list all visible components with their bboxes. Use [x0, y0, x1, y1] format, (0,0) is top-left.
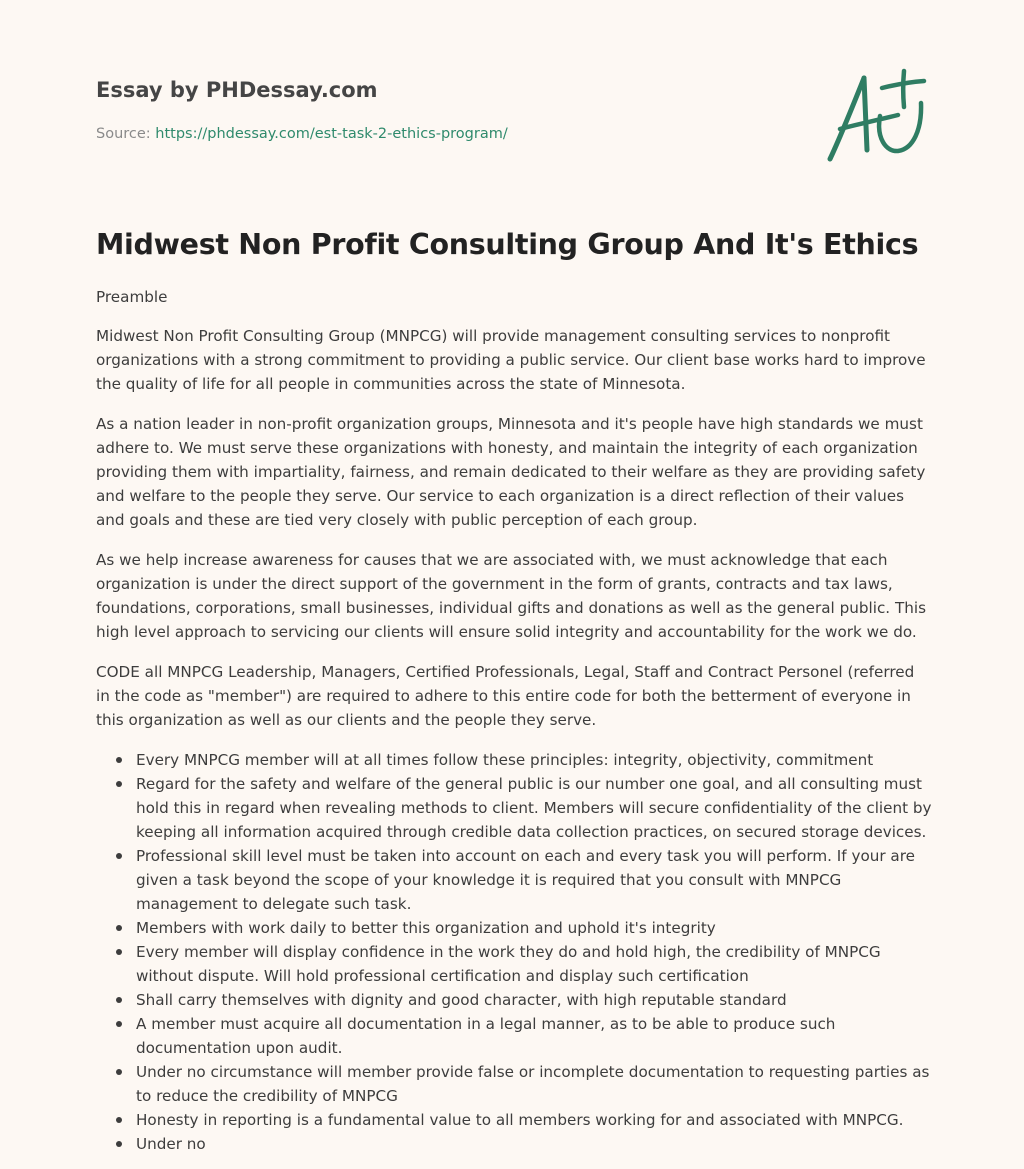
list-item — [96, 772, 932, 844]
list-item — [96, 1012, 932, 1060]
bullet-icon — [116, 949, 122, 955]
bullet-icon — [116, 925, 122, 931]
list-item-text: Under no — [136, 1135, 206, 1153]
list-item-text: Every MNPCG member will at all times follow these principles: integrity, objectivity, commitment — [136, 751, 874, 769]
list-item — [96, 1132, 932, 1156]
source-link[interactable]: https://phdessay.com/est-task-2-ethics-program/ — [155, 126, 508, 142]
list-item — [96, 916, 932, 940]
a-plus-logo-icon — [818, 66, 930, 166]
bullet-icon — [116, 1141, 122, 1147]
essay-paragraph: As a nation leader in non-profit organization groups, Minnesota and it's people have high standards we must adhere to. We must serve these organizations with honesty, and maintain the integrity of each organization providing them with impartiality, fairness, and remain dedicated to their welfare as they are providing safety and welfare to the people they serve. Our service to each organization is a direct reflection of their values and goals and these are tied very closely with public perception of each group. — [96, 415, 926, 529]
essay-content — [96, 226, 932, 1156]
list-item — [96, 940, 932, 988]
page-header — [96, 76, 696, 144]
list-item-text: A member must acquire all documentation in a legal manner, as to be able to produce such documentation upon audit. — [136, 1015, 836, 1057]
bullet-icon — [116, 781, 122, 787]
list-item — [96, 844, 932, 916]
list-item-text: Members with work daily to better this organization and uphold it's integrity — [136, 919, 716, 937]
list-item-text: Under no circumstance will member provide false or incomplete documentation to requesting parties as to reduce the credibility of MNPCG — [136, 1063, 930, 1105]
code-list — [96, 748, 932, 1156]
essay-paragraph: CODE all MNPCG Leadership, Managers, Certified Professionals, Legal, Staff and Contract Personel (referred in the code as "member") are required to adhere to this entire code for both the betterment of everyone in this organization as well as our clients and the people they serve. — [96, 663, 915, 729]
list-item — [96, 1060, 932, 1108]
list-item — [96, 748, 932, 772]
list-item-text: Regard for the safety and welfare of the general public is our number one goal, and all consulting must hold this in regard when revealing methods to client. Members will secure confidentiality of the client by keeping all information acquired through credible data collection practices, on secured storage devices. — [136, 775, 932, 841]
list-item-text: Honesty in reporting is a fundamental value to all members working for and associated with MNPCG. — [136, 1111, 904, 1129]
list-item — [96, 988, 932, 1012]
essay-title: Midwest Non Profit Consulting Group And It's Ethics — [96, 228, 919, 261]
source-line — [96, 124, 696, 144]
preamble-heading: Preamble — [96, 288, 168, 306]
site-title: Essay by PHDessay.com — [96, 78, 378, 102]
bullet-icon — [116, 757, 122, 763]
bullet-icon — [116, 1117, 122, 1123]
bullet-icon — [116, 853, 122, 859]
essay-paragraph: Midwest Non Profit Consulting Group (MNPCG) will provide management consulting services to nonprofit organizations with a strong commitment to providing a public service. Our client base works hard to improve the quality of life for all people in communities across the state of Minnesota. — [96, 327, 926, 393]
list-item-text: Shall carry themselves with dignity and good character, with high reputable standard — [136, 991, 787, 1009]
source-label: Source: — [96, 126, 151, 142]
bullet-icon — [116, 1069, 122, 1075]
bullet-icon — [116, 997, 122, 1003]
list-item — [96, 1108, 932, 1132]
bullet-icon — [116, 1021, 122, 1027]
list-item-text: Every member will display confidence in the work they do and hold high, the credibility of MNPCG without dispute. Will hold professional certification and display such certification — [136, 943, 881, 985]
list-item-text: Professional skill level must be taken into account on each and every task you will perform. If your are given a task beyond the scope of your knowledge it is required that you consult with MNPCG management to delegate such task. — [136, 847, 915, 913]
essay-paragraph: As we help increase awareness for causes that we are associated with, we must acknowledge that each organization is under the direct support of the government in the form of grants, contracts and tax laws, foundations, corporations, small businesses, individual gifts and donations as well as the general public. This high level approach to servicing our clients will ensure solid integrity and accountability for the work we do. — [96, 551, 926, 641]
